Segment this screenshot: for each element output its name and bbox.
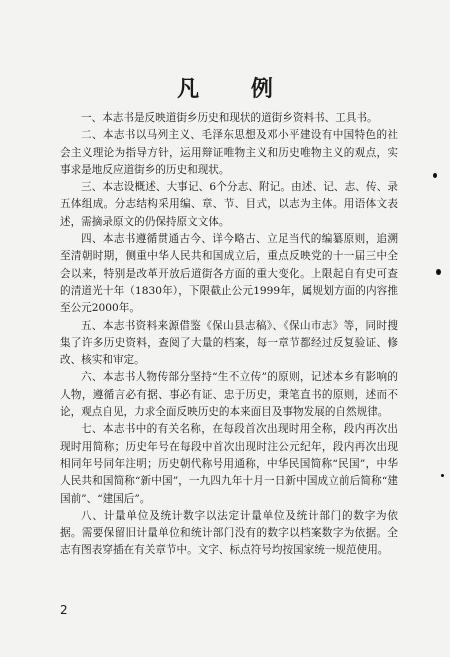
paragraph-7: 七、本志书中的有关名称，在每段首次出现时用全称，段内再次出现时用简称；历史年号在每段中首次出现时注公元纪年，段内再次出现相同年号同年注明；历史朝代称号用通称，中华民国简称“民国”，中华人民共和国简称“新中国”，一九四九年十月一日新中国成立前后简称“建国前”、“建国后”。 [60, 423, 398, 505]
paragraph-8: 八、计量单位及统计数字以法定计量单位及统计部门的数字为依据。需要保留旧计量单位和统计部门没有的数字以档案数字为依据。全志有图表穿插在有关章节中。文字、标点符号均按国家统一规范使用。 [60, 509, 398, 557]
page-title: 凡 例 [177, 77, 295, 102]
paragraph-2: 二、本志书以马列主义、毛泽东思想及邓小平建设有中国特色的社会主义理论为指导方针，运用辩证唯物主义和历史唯物主义的观点，实事求是地反应道街乡的历史和现状。 [60, 129, 398, 176]
document-body [60, 110, 398, 560]
paragraph-3: 三、本志设概述、大事记、6个分志、附记。由述、记、志、传、录五体组成。分志结构采用编、章、节、目式，以志为主体。用语体文表述，需摘录原文的仍保持原文文体。 [60, 181, 398, 228]
paragraph-6: 六、本志书人物传部分坚持“生不立传”的原则，记述本乡有影响的人物，遵循言必有据、事必有证、忠于历史，秉笔直书的原则，述而不论，观点自见，力求全面反映历史的本来面目及事物发展的自然规律。 [60, 371, 398, 419]
paragraph-1: 一、本志书是反映道街乡历史和现状的道街乡资料书、工具书。 [81, 112, 378, 124]
scan-speck [441, 474, 444, 477]
scan-speck [436, 269, 441, 275]
page-number: 2 [60, 603, 68, 617]
scan-speck [433, 173, 437, 178]
paragraph-4: 四、本志书遵循贯通古今、详今略古、立足当代的编纂原则，追溯至清朝时期，侧重中华人民共和国成立后，重点反映党的十一届三中全会以来，特别是改革开放后道街各方面的重大变化。上限起自有史可查的清道光十年（1830年），下限截止公元1999年，属规划方面的内容推至公元2000年。 [60, 233, 398, 315]
paragraph-5: 五、本志书资料来源借鉴《保山县志稿》、《保山市志》等，同时搜集了许多历史资料，查阅了大量的档案，每一章节都经过反复验证、修改、核实和审定。 [60, 319, 398, 367]
